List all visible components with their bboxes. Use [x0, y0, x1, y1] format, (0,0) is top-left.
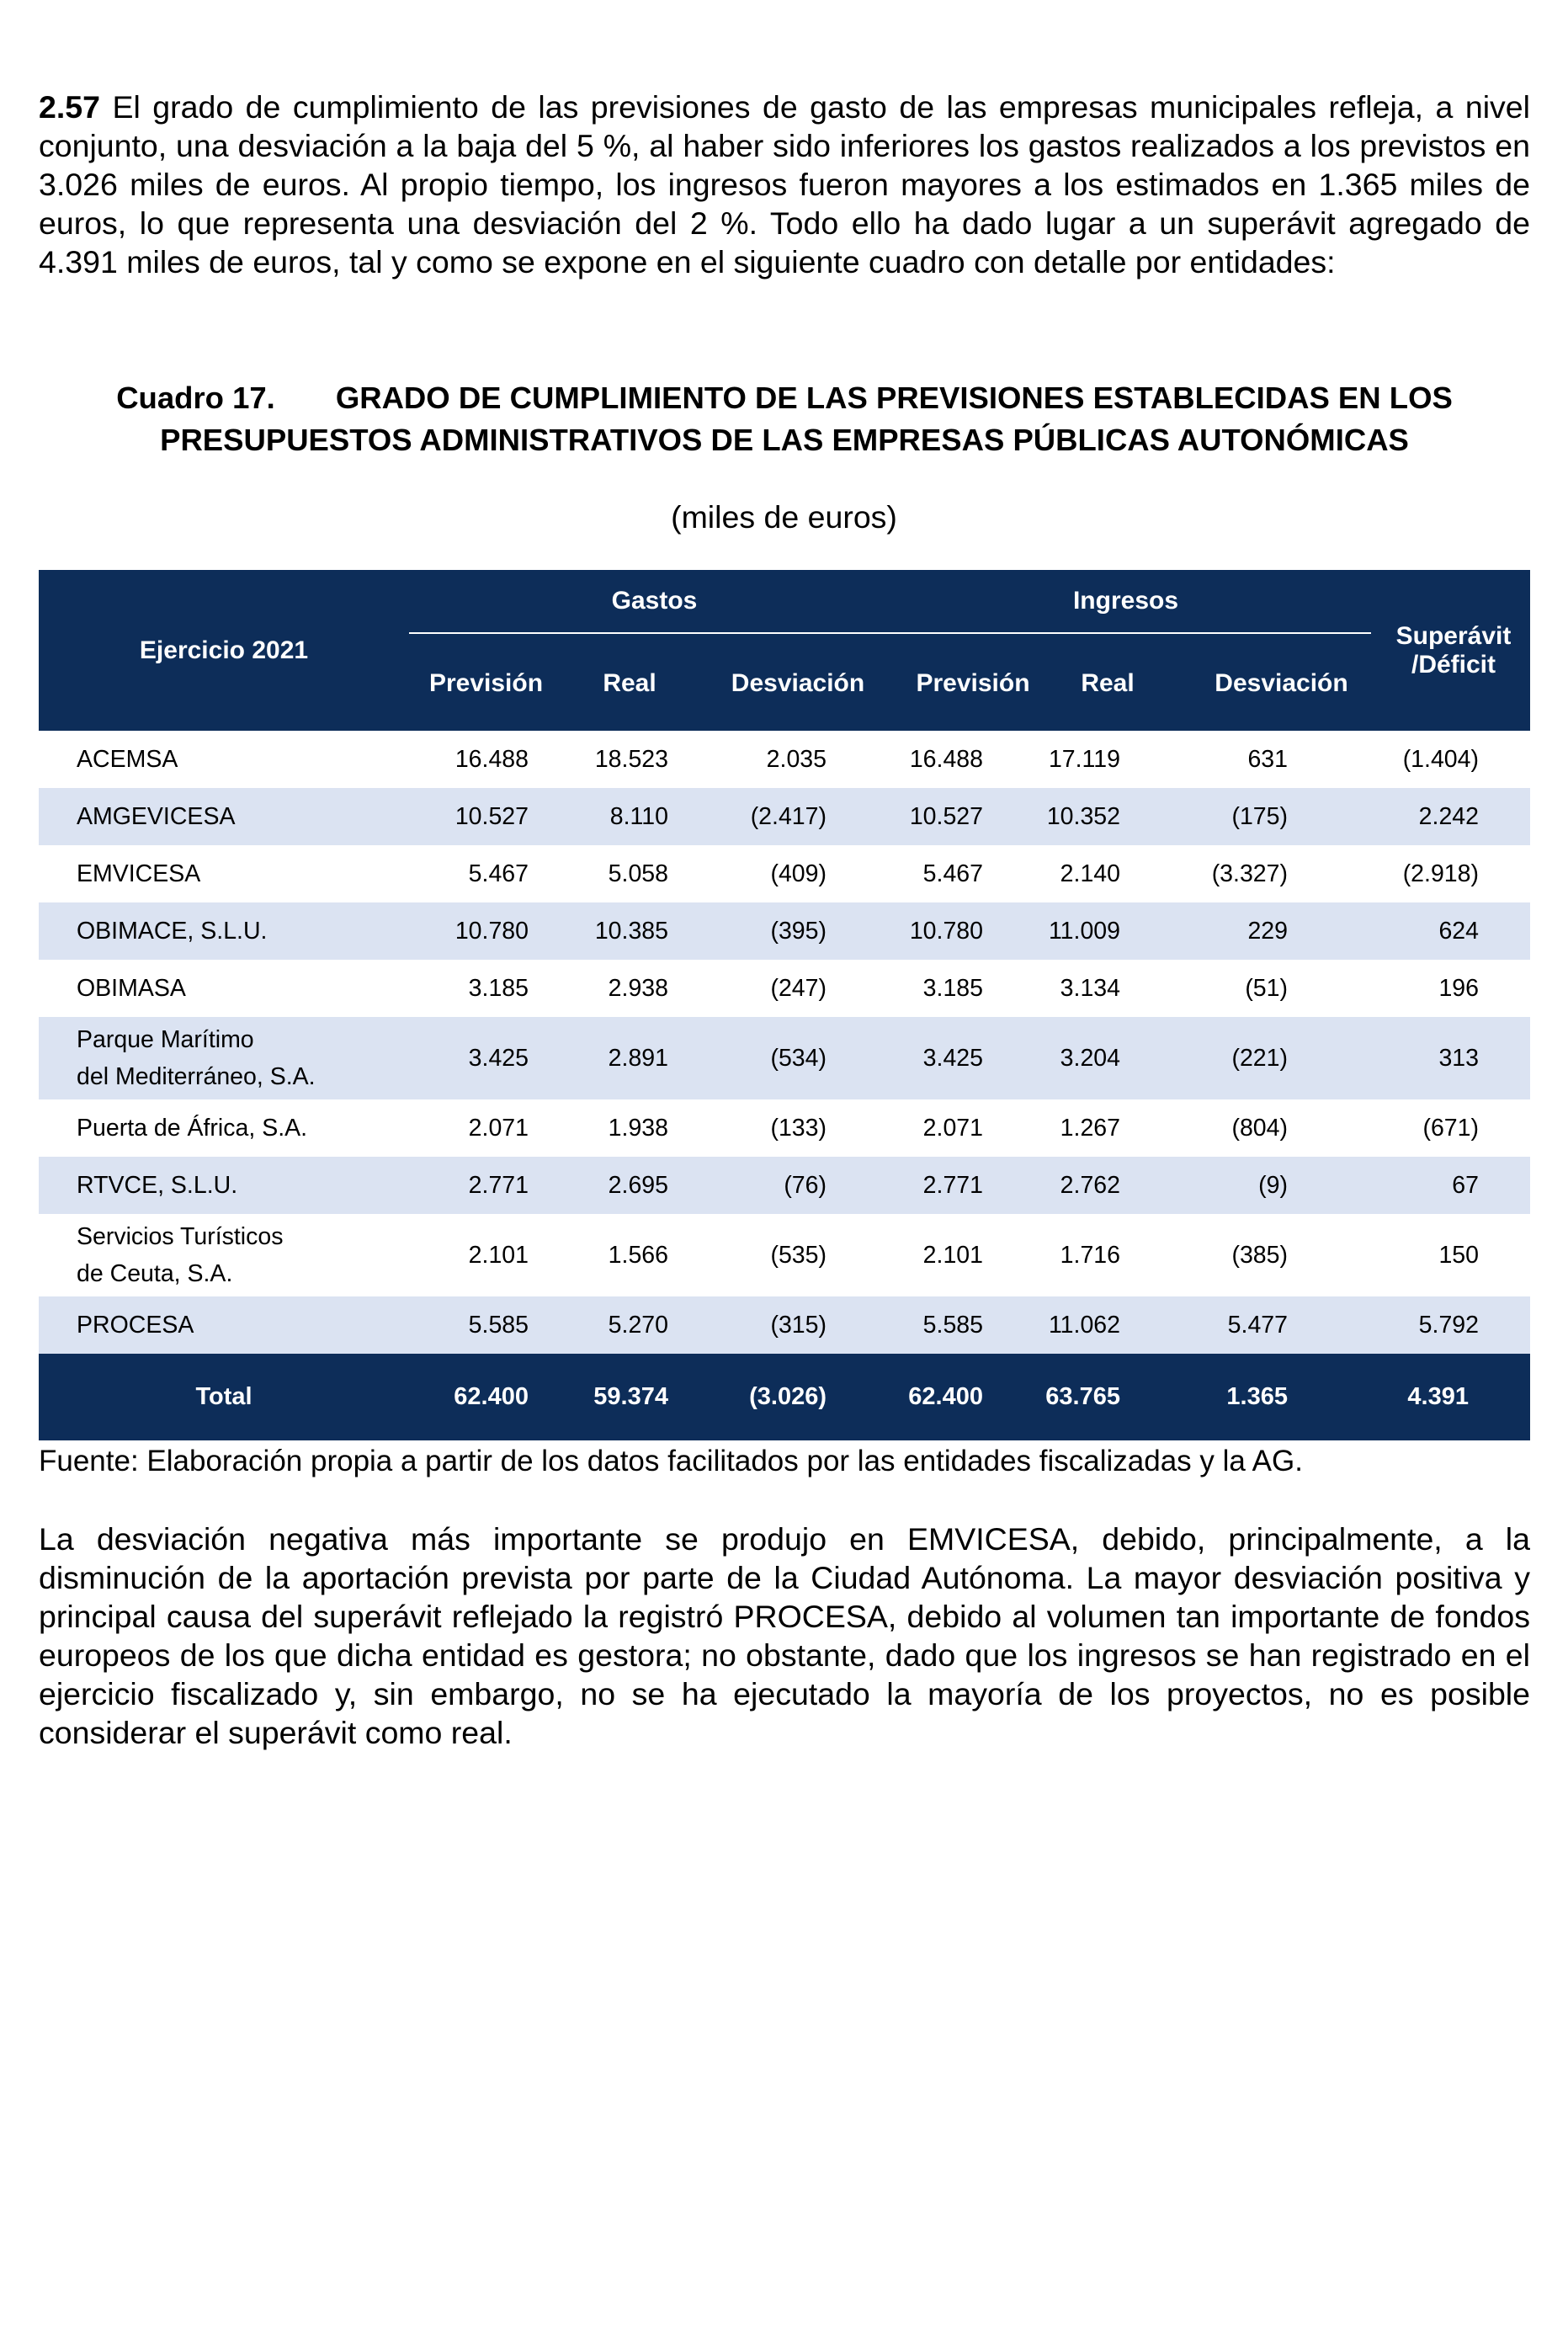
- cell-ingresos-real: 11.009: [1048, 917, 1120, 945]
- cell-gastos-prevision: 5.585: [468, 1311, 529, 1339]
- cell-gastos-desviacion: (247): [770, 974, 827, 1002]
- cell-ingresos-prevision: 2.101: [922, 1241, 983, 1269]
- cell-ingresos-real: 2.762: [1060, 1171, 1120, 1199]
- cell-ingresos-prevision: 2.771: [922, 1171, 983, 1199]
- cell-gastos-desviacion: (409): [770, 860, 827, 887]
- table-row: [39, 960, 1530, 1017]
- cell-ingresos-real: 11.062: [1048, 1311, 1120, 1339]
- cell-gastos-desviacion: (76): [784, 1171, 827, 1199]
- header-superavit: [1377, 570, 1530, 731]
- total-row: [39, 1354, 1530, 1440]
- table-row: [39, 788, 1530, 845]
- cell-gastos-desviacion: (395): [770, 917, 827, 945]
- cell-superavit-deficit: 2.242: [1418, 802, 1479, 830]
- entity-name-line: PROCESA: [77, 1312, 194, 1339]
- cell-ingresos-prevision: 16.488: [909, 745, 983, 773]
- header-ingresos-prevision: Previsión: [916, 668, 1030, 697]
- cell-gastos-real: 5.058: [608, 860, 668, 887]
- header-ingresos-real: Real: [1081, 668, 1135, 697]
- entity-name-line: Puerta de África, S.A.: [77, 1115, 308, 1142]
- table-row: [39, 902, 1530, 960]
- cell-ingresos-prevision: 10.780: [909, 917, 983, 945]
- cell-ingresos-prevision: 2.071: [922, 1114, 983, 1142]
- entity-name: [77, 902, 267, 960]
- header-gastos-desviacion: Desviación: [731, 668, 865, 697]
- entity-name: [77, 1099, 307, 1157]
- entity-name: [77, 1017, 316, 1099]
- cell-gastos-real: 5.270: [608, 1311, 668, 1339]
- cell-ingresos-real: 1.267: [1060, 1114, 1120, 1142]
- table-row: [39, 1296, 1530, 1354]
- cell-gastos-real: 2.695: [608, 1171, 668, 1199]
- cell-ingresos-real: 3.204: [1060, 1044, 1120, 1072]
- header-ingresos-desviacion: Desviación: [1215, 668, 1348, 697]
- cell-gastos-prevision: 2.771: [468, 1171, 529, 1199]
- table-header: [39, 570, 1530, 731]
- table-body: [39, 731, 1530, 1354]
- table-title-line1: GRADO DE CUMPLIMIENTO DE LAS PREVISIONES ESTABLECIDAS EN LOS: [335, 381, 1453, 415]
- cell-ingresos-prevision: 5.585: [922, 1311, 983, 1339]
- cell-ingresos-prevision: 3.185: [922, 974, 983, 1002]
- cell-ingresos-desviacion: (3.327): [1211, 860, 1288, 887]
- cell-ingresos-desviacion: (385): [1231, 1241, 1288, 1269]
- cell-gastos-prevision: 5.467: [468, 860, 529, 887]
- table-title-line2: PRESUPUESTOS ADMINISTRATIVOS DE LAS EMPRESAS PÚBLICAS AUTONÓMICAS: [160, 423, 1409, 457]
- cell-superavit-deficit: 313: [1438, 1044, 1479, 1072]
- cell-gastos-prevision: 2.101: [468, 1241, 529, 1269]
- cell-ingresos-desviacion: 229: [1247, 917, 1288, 945]
- cell-gastos-real: 18.523: [594, 745, 668, 773]
- header-gastos-prevision: Previsión: [428, 668, 544, 697]
- entity-name-line: EMVICESA: [77, 860, 201, 887]
- cell-ingresos-desviacion: (51): [1245, 974, 1288, 1002]
- header-gastos: Gastos: [611, 587, 698, 615]
- entity-name: [77, 731, 178, 788]
- conclusion-paragraph: La desviación negativa más importante se produjo en EMVICESA, debido, principalmente, a la disminución de la aportación prevista por parte de la Ciudad Autónoma. La mayor desviación positiva y principal causa del superávit reflejado la registró PROCESA, debido al volumen tan importante de fondos europeos de los que dicha entidad es gestora; no obstante, dado que los ingresos se han registrado en el ejercicio fiscalizado y, sin embargo, no se ha ejecutado la mayoría de los proyectos, no es posible considerar el superávit como real.: [39, 1521, 1530, 1750]
- table-row: [39, 1214, 1530, 1296]
- cell-gastos-prevision: 16.488: [454, 745, 529, 773]
- cell-gastos-real: 1.566: [608, 1241, 668, 1269]
- cell-superavit-deficit: 5.792: [1418, 1311, 1479, 1339]
- cell-superavit-deficit: 196: [1438, 974, 1479, 1002]
- cell-superavit-deficit: (671): [1422, 1114, 1479, 1142]
- entity-name-line: ACEMSA: [77, 746, 178, 773]
- total-label: Total: [195, 1383, 252, 1410]
- cell-ingresos-prevision: 3.425: [922, 1044, 983, 1072]
- cell-superavit-deficit: (1.404): [1402, 745, 1479, 773]
- cell-gastos-desviacion: (535): [770, 1241, 827, 1269]
- total-ingresos-prevision: 62.400: [908, 1383, 983, 1410]
- header-ejercicio: Ejercicio 2021: [139, 636, 309, 664]
- entity-name-line: RTVCE, S.L.U.: [77, 1172, 238, 1199]
- entity-name-line: Servicios Turísticos: [77, 1223, 284, 1250]
- total-gastos-prevision: 62.400: [454, 1383, 529, 1410]
- header-ingresos: Ingresos: [1072, 587, 1179, 615]
- cell-gastos-real: 2.938: [608, 974, 668, 1002]
- budget-compliance-table: [39, 570, 1530, 1440]
- cell-ingresos-real: 3.134: [1060, 974, 1120, 1002]
- entity-name: [77, 1296, 194, 1354]
- total-gastos-real: 59.374: [593, 1383, 668, 1410]
- header-superavit-line2: /Déficit: [1411, 650, 1496, 679]
- cell-superavit-deficit: 624: [1438, 917, 1479, 945]
- total-ingresos-real: 63.765: [1045, 1383, 1120, 1410]
- entity-name: [77, 788, 235, 845]
- entity-name: [77, 845, 200, 902]
- cell-gastos-desviacion: (534): [770, 1044, 827, 1072]
- cell-superavit-deficit: (2.918): [1402, 860, 1479, 887]
- cell-gastos-desviacion: 2.035: [766, 745, 827, 773]
- cell-gastos-real: 1.938: [608, 1114, 668, 1142]
- entity-name: [77, 1157, 237, 1214]
- cell-gastos-desviacion: (133): [770, 1114, 827, 1142]
- cell-ingresos-desviacion: (9): [1258, 1171, 1288, 1199]
- cell-ingresos-real: 1.716: [1060, 1241, 1120, 1269]
- cell-ingresos-desviacion: (221): [1231, 1044, 1288, 1072]
- total-ingresos-desviacion: 1.365: [1226, 1383, 1288, 1410]
- cell-superavit-deficit: 150: [1438, 1241, 1479, 1269]
- cell-ingresos-real: 17.119: [1048, 745, 1120, 773]
- cell-ingresos-desviacion: (175): [1231, 802, 1288, 830]
- table-number: Cuadro 17.: [116, 381, 275, 415]
- cell-gastos-desviacion: (2.417): [750, 802, 827, 830]
- table-row: [39, 1157, 1530, 1214]
- entity-name-line: OBIMACE, S.L.U.: [77, 918, 268, 945]
- intro-text: El grado de cumplimiento de las previsiones de gasto de las empresas municipales refleja, a nivel conjunto, una desviación a la baja del 5 %, al haber sido inferiores los gastos realizados a los previstos en 3.026 miles de euros. Al propio tiempo, los ingresos fueron mayores a los estimados en 1.365 miles de euros, lo que representa una desviación del 2 %. Todo ello ha dado lugar a un superávit agregado de 4.391 miles de euros, tal y como se expone en el siguiente cuadro con detalle por entidades:: [39, 89, 1530, 279]
- units-label: (miles de euros): [671, 499, 897, 535]
- cell-gastos-real: 8.110: [609, 802, 668, 830]
- paragraph-number: 2.57: [39, 89, 100, 125]
- gastos-underline: [409, 632, 900, 634]
- ingresos-underline: [880, 632, 1371, 634]
- cell-ingresos-real: 2.140: [1060, 860, 1120, 887]
- cell-gastos-real: 2.891: [608, 1044, 668, 1072]
- table-row: [39, 1017, 1530, 1099]
- source-note: Fuente: Elaboración propia a partir de los datos facilitados por las entidades fiscalizadas y la AG.: [39, 1445, 1303, 1477]
- entity-name: [77, 960, 186, 1017]
- total-superavit-deficit: 4.391: [1407, 1383, 1469, 1410]
- cell-ingresos-prevision: 10.527: [909, 802, 983, 830]
- cell-gastos-real: 10.385: [594, 917, 668, 945]
- entity-name-line: Parque Marítimo: [77, 1026, 254, 1053]
- header-gastos-real: Real: [603, 668, 656, 697]
- entity-name-line: del Mediterráneo, S.A.: [77, 1063, 316, 1090]
- intro-paragraph: [39, 88, 1530, 281]
- cell-ingresos-desviacion: 5.477: [1227, 1311, 1288, 1339]
- cell-superavit-deficit: 67: [1452, 1171, 1479, 1199]
- table-row: [39, 731, 1530, 788]
- table-title: [39, 377, 1530, 461]
- cell-gastos-prevision: 3.185: [468, 974, 529, 1002]
- cell-ingresos-desviacion: 631: [1247, 745, 1288, 773]
- entity-name: [77, 1214, 283, 1296]
- header-superavit-line1: Superávit: [1395, 621, 1512, 650]
- table-row: [39, 845, 1530, 902]
- cell-gastos-desviacion: (315): [770, 1311, 827, 1339]
- cell-gastos-prevision: 2.071: [468, 1114, 529, 1142]
- total-gastos-desviacion: (3.026): [749, 1383, 827, 1410]
- entity-name-line: de Ceuta, S.A.: [77, 1260, 233, 1287]
- cell-ingresos-prevision: 5.467: [922, 860, 983, 887]
- entity-name-line: OBIMASA: [77, 975, 186, 1002]
- table-row: [39, 1099, 1530, 1157]
- cell-gastos-prevision: 10.780: [454, 917, 529, 945]
- cell-ingresos-desviacion: (804): [1231, 1114, 1288, 1142]
- cell-gastos-prevision: 3.425: [468, 1044, 529, 1072]
- cell-gastos-prevision: 10.527: [454, 802, 529, 830]
- cell-ingresos-real: 10.352: [1046, 802, 1120, 830]
- entity-name-line: AMGEVICESA: [77, 803, 236, 830]
